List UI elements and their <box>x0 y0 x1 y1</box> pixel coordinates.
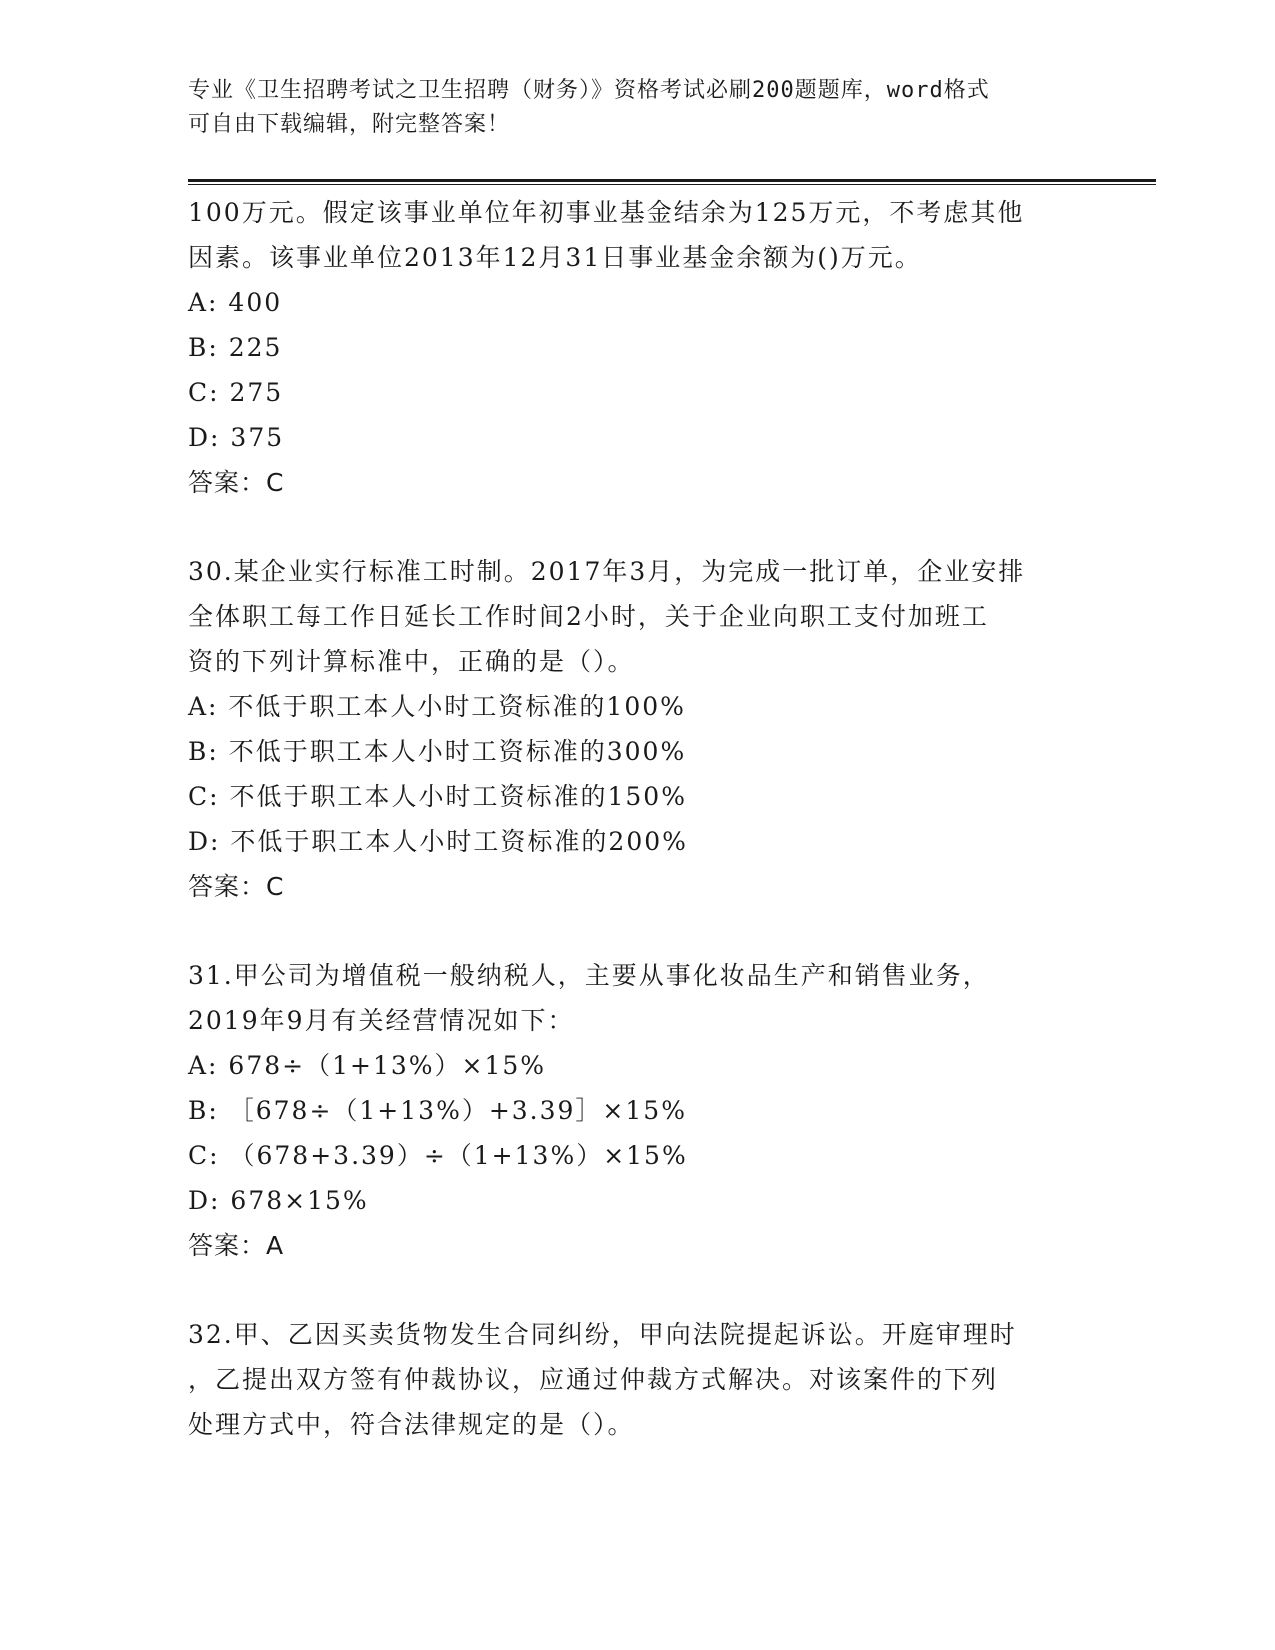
answer: 答案：A <box>188 1231 285 1260</box>
stem-line: 2019年9月有关经营情况如下： <box>188 1006 575 1035</box>
answer: 答案：C <box>188 468 285 497</box>
question-stem <box>188 953 1088 1043</box>
question-gap <box>188 909 1088 953</box>
question-31 <box>188 953 1088 1268</box>
question-gap <box>188 505 1088 549</box>
option-d: D: 678×15% <box>188 1186 369 1215</box>
stem-line: 100万元。假定该事业单位年初事业基金结余为125万元，不考虑其他 <box>188 198 1025 227</box>
answer: 答案：C <box>188 872 285 901</box>
option-d: D: 375 <box>188 423 285 452</box>
header-rule-thick <box>188 179 1156 182</box>
document-body <box>188 190 1088 1447</box>
header-line-2: 可自由下载编辑，附完整答案！ <box>188 112 511 137</box>
question-stem <box>188 190 1088 280</box>
option-c: C: 不低于职工本人小时工资标准的150% <box>188 782 687 811</box>
question-stem <box>188 1312 1088 1447</box>
stem-line: 处理方式中，符合法律规定的是（）。 <box>188 1410 635 1439</box>
option-d: D: 不低于职工本人小时工资标准的200% <box>188 827 688 856</box>
stem-line: 31.甲公司为增值税一般纳税人，主要从事化妆品生产和销售业务， <box>188 961 990 990</box>
stem-line: 30.某企业实行标准工时制。2017年3月，为完成一批订单，企业安排 <box>188 557 1026 586</box>
option-c: C: 275 <box>188 378 284 407</box>
question-32 <box>188 1312 1088 1447</box>
header-rule-thin <box>188 184 1156 185</box>
stem-line: 32.甲、乙因买卖货物发生合同纠纷，甲向法院提起诉讼。开庭审理时 <box>188 1320 1017 1349</box>
stem-line: ，乙提出双方签有仲裁协议，应通过仲裁方式解决。对该案件的下列 <box>188 1365 999 1394</box>
question-29 <box>188 190 1088 505</box>
option-b: B: ［678÷（1+13%）+3.39］×15% <box>188 1096 687 1125</box>
question-gap <box>188 1268 1088 1312</box>
stem-line: 全体职工每工作日延长工作时间2小时，关于企业向职工支付加班工 <box>188 602 989 631</box>
option-b: B: 225 <box>188 333 283 362</box>
page-header <box>188 74 1088 142</box>
option-b: B: 不低于职工本人小时工资标准的300% <box>188 737 687 766</box>
option-c: C: （678+3.39）÷（1+13%）×15% <box>188 1141 688 1170</box>
stem-line: 因素。该事业单位2013年12月31日事业基金余额为()万元。 <box>188 243 922 272</box>
header-line-1: 专业《卫生招聘考试之卫生招聘（财务）》资格考试必刷200题题库，word格式 <box>188 78 990 103</box>
option-a: A: 不低于职工本人小时工资标准的100% <box>188 692 686 721</box>
option-a: A: 678÷（1+13%）×15% <box>188 1051 547 1080</box>
question-stem <box>188 549 1088 684</box>
question-30 <box>188 549 1088 909</box>
option-a: A: 400 <box>188 288 283 317</box>
stem-line: 资的下列计算标准中，正确的是（）。 <box>188 647 635 676</box>
